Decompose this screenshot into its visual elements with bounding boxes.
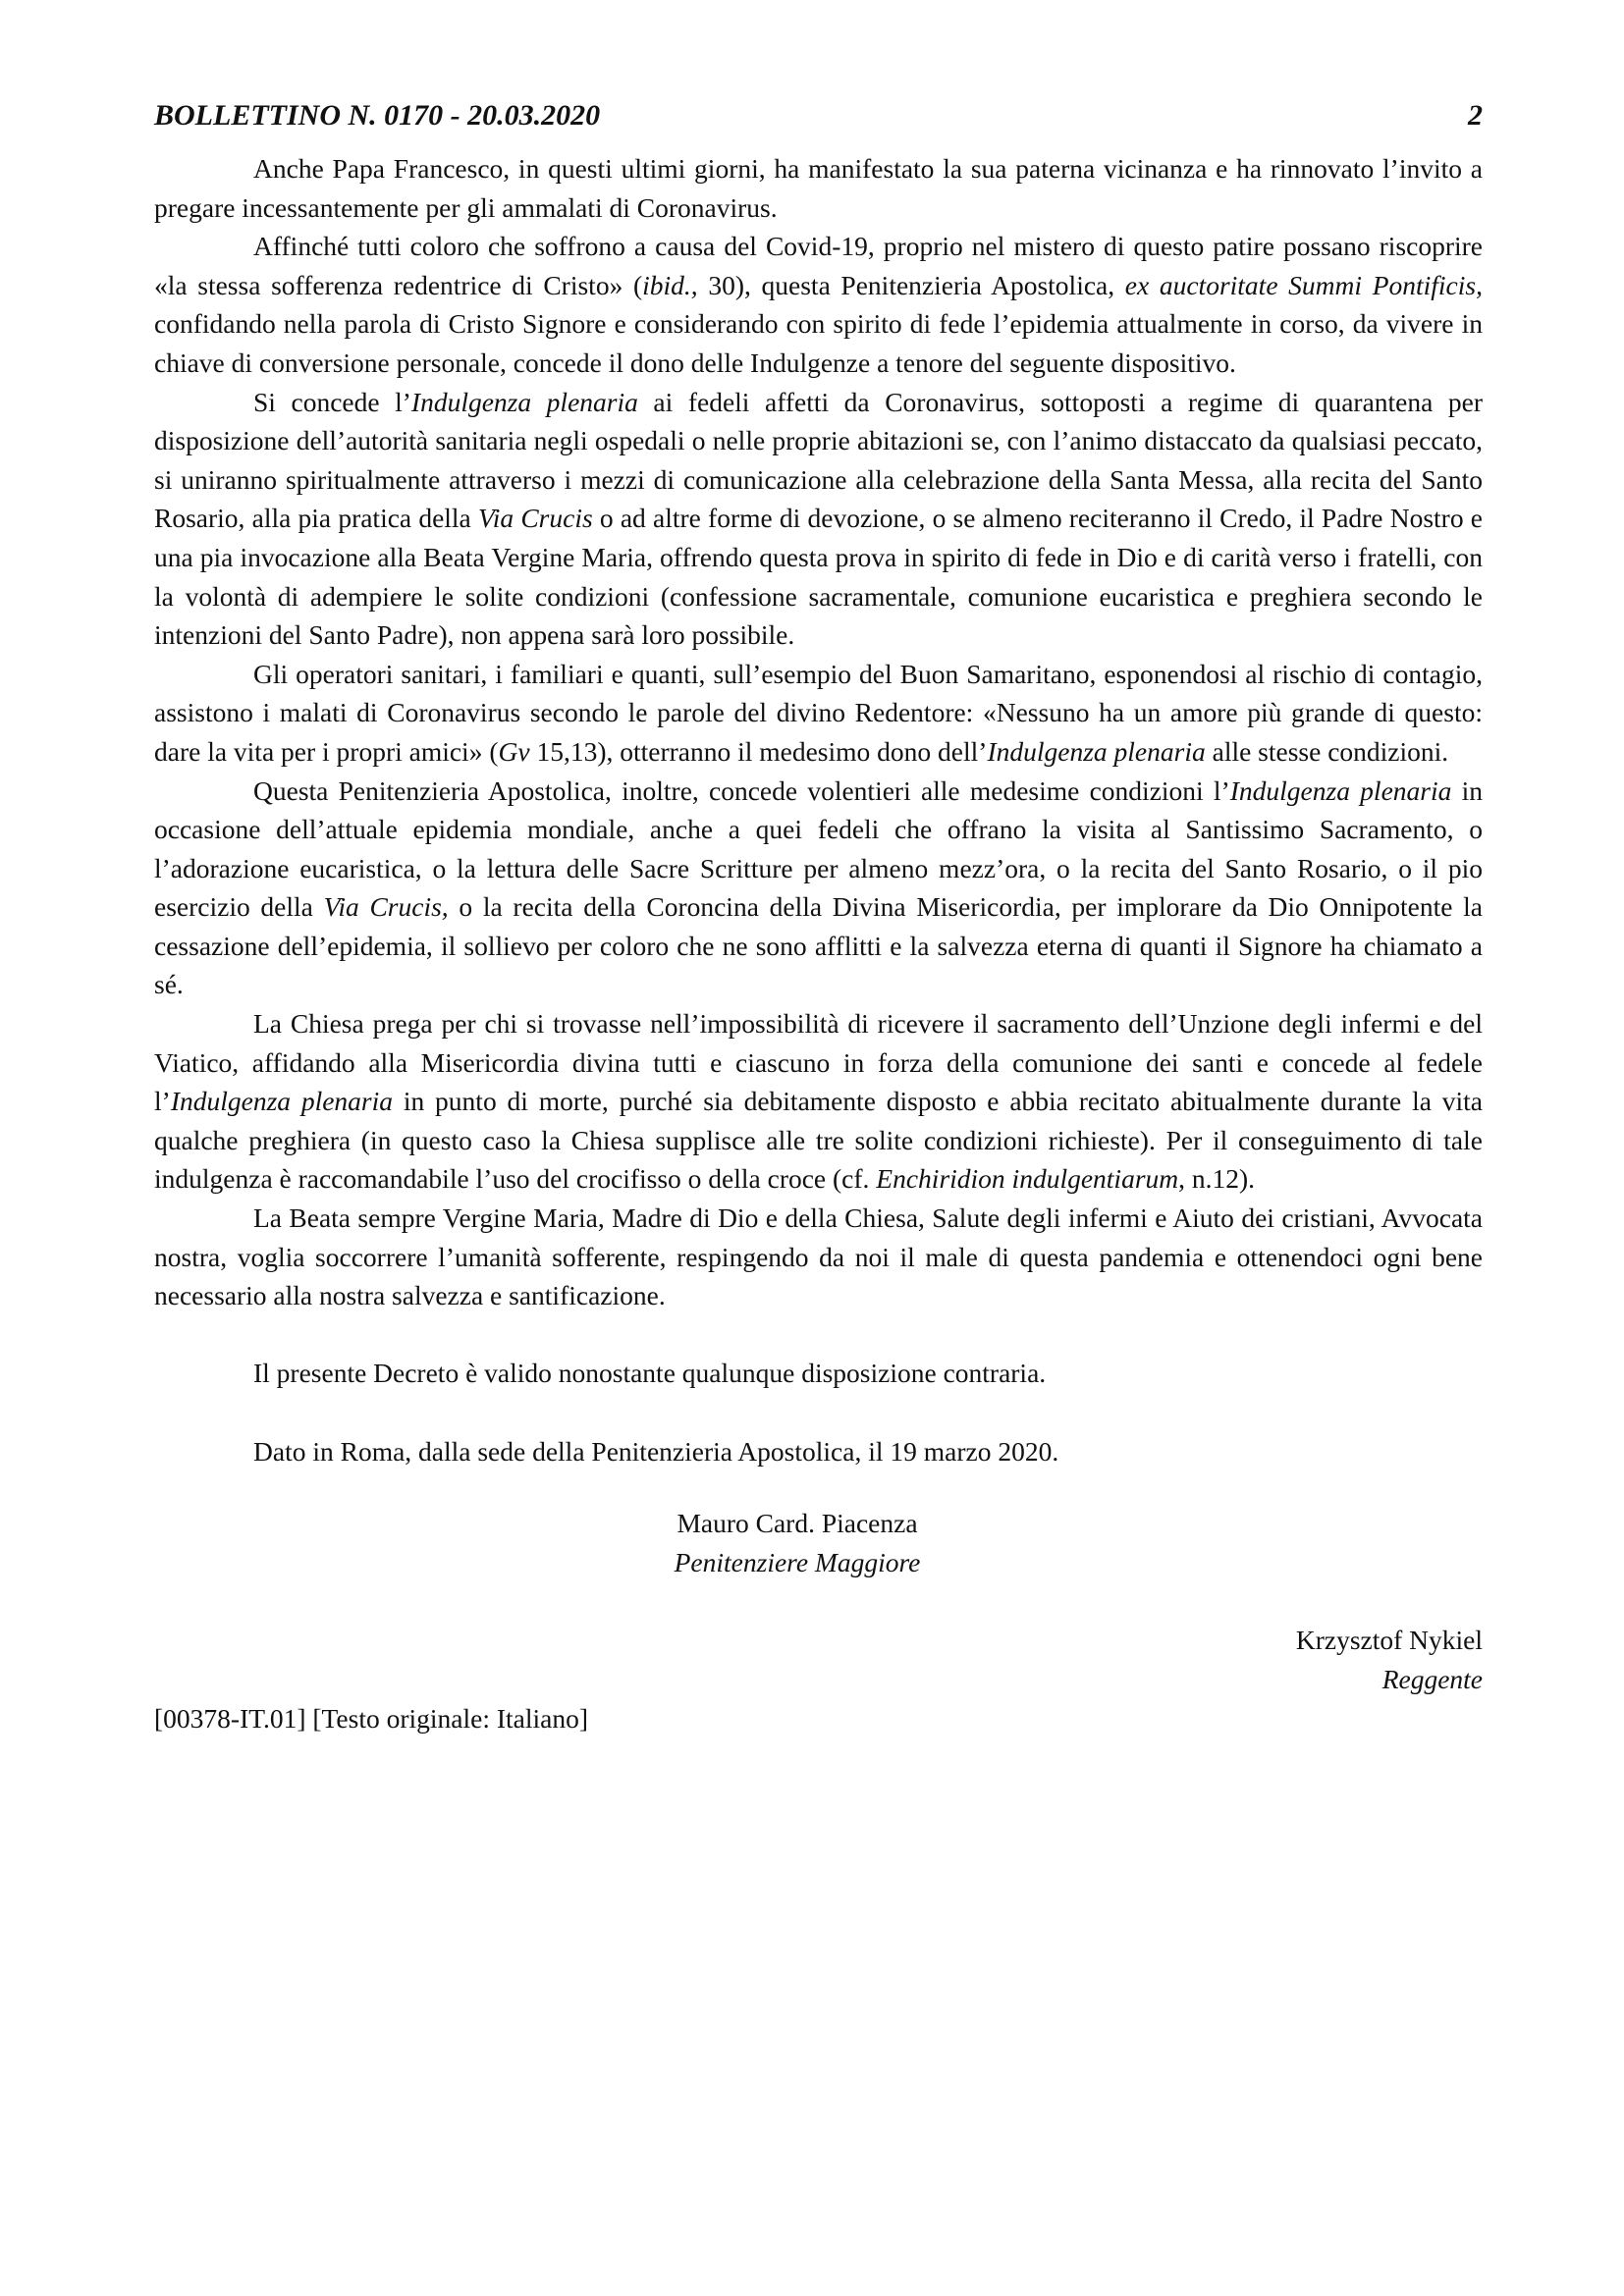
italic-text: Gv [498,735,530,767]
date-place-statement: Dato in Roma, dalla sede della Penitenzieria Apostolica, il 19 marzo 2020. [253,1435,1059,1467]
italic-text: Via Crucis [477,503,593,534]
italic-text: Indulgenza plenaria [170,1086,394,1117]
italic-text: Enchiridion indulgentiarum [876,1163,1179,1195]
italic-text: Via Crucis, [323,891,449,923]
decree-paragraph [154,1199,1483,1315]
italic-text: Indulgenza plenaria [987,735,1206,767]
decree-paragraph [154,227,1483,382]
text-run: Si concede l’ [253,386,411,417]
text-run: Affinché tutti coloro che soffrono a causa del Covid-19, proprio nel mistero di questo patire possano riscoprire «la stessa sofferenza redentrice di Cristo» ( [154,231,1483,300]
signatory-name: Mauro Card. Piacenza [677,1508,918,1539]
text-run: La Chiesa prega per chi si trovasse nell’impossibilità di ricevere il sacramento dell’Unzione degli infermi e del Viatico, affidando alla Misericordia divina tutti e ciascuno in forza della comunione dei santi e concede al fedele l’ [154,1008,1483,1117]
decree-paragraph [154,655,1483,772]
italic-text: ex auctoritate Summi Pontificis, [1124,269,1483,300]
text-run: o la recita della Coroncina della Divina Misericordia, per implorare da Dio Onnipotente la cessazione dell’epidemia, il sollievo per coloro che ne sono afflitti e la salvezza eterna di quanti il Signore ha chiamato a sé. [154,891,1484,1000]
italic-text: Indulgenza plenaria [410,386,638,417]
document-page [154,94,1483,1737]
decree-paragraph [154,1004,1483,1199]
text-run: Questa Penitenzieria Apostolica, inoltre, concede volentieri alle medesime condizioni l’ [253,774,1230,806]
signature-penitentiary [670,1504,925,1581]
signatory-title: Penitenziere Maggiore [674,1546,921,1577]
text-run: alle stesse condizioni. [1205,735,1449,767]
text-run: ai fedeli affetti da Coronavirus, sottoposti a regime di quarantena per disposizione dell’autorità sanitaria negli ospedali o nelle proprie abitazioni se, con l’animo distaccato da qualsiasi peccato, si uniranno spiritualmente attraverso i mezzi di comunicazione alla celebrazione della Santa Messa, alla recita del Santo Rosario, alla pia pratica della [154,386,1483,534]
text-run: confidando nella parola di Cristo Signore e considerando con spirito di fede l’epidemia attualmente in corso, da vivere in chiave di conversione personale, concede il dono delle Indulgenze a tenore del seguente dispositivo. [154,308,1483,378]
decree-paragraph [154,772,1483,1005]
decree-body [154,149,1483,1737]
page-number: 2 [1468,99,1483,132]
text-run: o ad altre forme di devozione, o se almeno reciteranno il Credo, il Padre Nostro e una pia invocazione alla Beata Vergine Maria, offrendo questa prova in spirito di fede in Dio e di carità verso i fratelli, con la volontà di adempiere le solite condizioni (confessione sacramentale, comunione eucaristica e preghiera secondo le intenzioni del Santo Padre), non appena sarà loro possibile. [154,503,1483,651]
decree-paragraph [154,149,1483,227]
decree-paragraphs [154,149,1483,1315]
text-run: in punto di morte, purché sia debitamente disposto e abbia recitato abitualmente durante la vita qualche preghiera (in questo caso la Chiesa supplisce alle tre solite condizioni richieste). Per il conseguimento di tale indulgenza è raccomandabile l’uso del crocifisso o della croce (cf. [154,1086,1483,1195]
text-run: La Beata sempre Vergine Maria, Madre di Dio e della Chiesa, Salute degli infermi e Aiuto dei cristiani, Avvocata nostra, voglia soccorrere l’umanità sofferente, respingendo da noi il male di questa pandemia e ottenendoci ogni bene necessario alla nostra salvezza e santificazione. [154,1202,1483,1311]
bulletin-title: BOLLETTINO N. 0170 - 20.03.2020 [154,99,601,132]
text-run: 30), questa Penitenzieria Apostolica, [697,269,1125,300]
text-run: Anche Papa Francesco, in questi ultimi giorni, ha manifestato la sua paterna vicinanza e ha rinnovato l’invito a pregare incessantemente per gli ammalati di Coronavirus. [154,153,1483,223]
document-reference: [00378-IT.01] [Testo originale: Italiano] [154,1702,589,1734]
text-run: , n.12). [1178,1163,1256,1195]
signatory-title: Reggente [1381,1663,1483,1694]
signatory-name: Krzysztof Nykiel [1295,1625,1483,1656]
text-run: in occasione dell’attuale epidemia mondiale, anche a quei fedeli che offrano la visita al Santissimo Sacramento, o l’adorazione eucaristica, o la lettura delle Sacre Scritture per almeno mezz’ora, o la recita del Santo Rosario, o il pio esercizio della [154,774,1484,923]
decree-paragraph [154,383,1483,655]
italic-text: Indulgenza plenaria [1229,774,1452,806]
bulletin-header [154,94,1483,137]
validity-statement: Il presente Decreto è valido nonostante qualunque disposizione contraria. [253,1358,1047,1389]
text-run: Gli operatori sanitari, i familiari e quanti, sull’esempio del Buon Samaritano, esponendosi al rischio di contagio, assistono i malati di Coronavirus secondo le parole del divino Redentore: «Nessuno ha un amore più grande di questo: dare la vita per i propri amici» ( [154,658,1483,767]
text-run: 15,13), otterranno il medesimo dono dell’ [529,735,988,767]
signature-regent [154,1621,1483,1698]
italic-text: ibid., [642,269,698,300]
